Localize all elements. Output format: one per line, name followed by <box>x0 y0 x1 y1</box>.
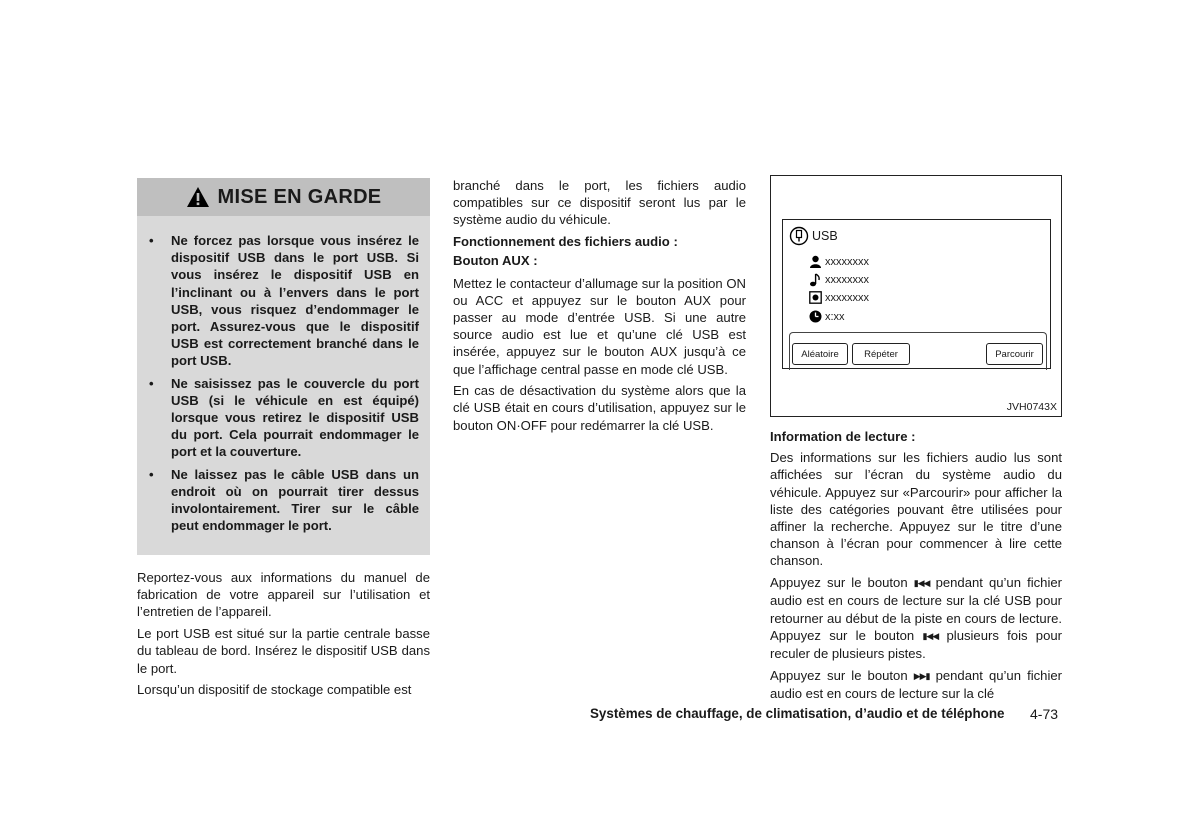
song-row[interactable] <box>809 273 869 287</box>
repeat-button[interactable]: Répéter <box>852 343 910 365</box>
paragraph: Le port USB est situé sur la partie centrale basse du tableau de bord. Insérez le dispositif USB dans le port. <box>137 626 430 676</box>
text-span: Appuyez sur le bouton <box>770 575 908 591</box>
paragraph: Mettez le contacteur d’allumage sur la position ON ou ACC et appuyez sur le bouton AUX pour passer au mode d’entrée USB. Si une autre source audio est lue et qu’une clé USB est insérée, appuyez sur le bouton AUX jusqu’à ce que l’affichage central passe en mode clé USB. <box>453 275 746 377</box>
usb-screen-figure <box>770 175 1062 417</box>
usb-icon <box>789 226 809 246</box>
column-1 <box>137 569 430 703</box>
text-span: pendant qu’un fichier audio est en cours de lecture sur la clé <box>770 667 1062 701</box>
source-label: USB <box>812 229 838 243</box>
bullet: • <box>149 466 154 482</box>
warning-box <box>137 178 430 555</box>
bullet: • <box>149 233 154 248</box>
song-label: xxxxxxxx <box>825 274 869 286</box>
time-label: x:xx <box>825 310 845 323</box>
display-screen <box>782 219 1051 369</box>
source-row <box>789 226 838 246</box>
warning-header <box>137 178 430 216</box>
artist-row[interactable] <box>809 255 869 268</box>
paragraph: Lorsqu’un dispositif de stockage compatible est <box>137 682 412 698</box>
next-track-icon: ▶▶▮ <box>913 670 930 681</box>
paragraph: Des informations sur les fichiers audio lus sont affichées sur l’écran du système audio du véhicule. Appuyez sur «Parcourir» pour afficher la liste des catégories pouvant être utilisées pour affiner la recherche. Appuyez sur le titre d’une chanson à l’écran pour commencer à lire cette chanson. <box>770 450 1062 569</box>
text-span: pendant qu’un fichier audio est en cours de lecture sur la clé USB pour retourner au début de la piste en cours de lecture. Appuyez sur le bouton <box>770 575 1062 643</box>
person-icon <box>809 255 822 268</box>
warning-item <box>149 232 419 370</box>
page-number: 4-73 <box>1030 706 1059 722</box>
section-heading: Fonctionnement des fichiers audio : <box>453 234 678 250</box>
album-row[interactable] <box>809 291 869 304</box>
column-2 <box>453 177 746 438</box>
music-note-icon <box>809 273 822 287</box>
browse-button[interactable]: Parcourir <box>986 343 1043 365</box>
bullet: • <box>149 375 154 391</box>
column-3 <box>770 428 1062 707</box>
previous-track-icon: ▮◀◀ <box>922 630 939 641</box>
paragraph: branché dans le port, les fichiers audio compatibles sur ce dispositif seront lus par le système audio du véhicule. <box>453 178 746 228</box>
warning-text: Ne saisissez pas le couvercle du port USB (si le véhicule en est équipé) lorsque vous retirez le dispositif USB du port. Cela pourrait endommager le port et la couverture. <box>171 375 419 460</box>
warning-text: Ne forcez pas lorsque vous insérez le dispositif USB dans le port USB. Si vous insérez le dispositif USB en l’inclinant ou à l’envers dans le port USB, vous risquez d’endommager le port. Assurez-vous que le dispositif USB est correctement branché dans le port USB. <box>171 233 419 369</box>
section-heading: Bouton AUX : <box>453 253 538 269</box>
paragraph <box>770 667 1062 702</box>
text-span: plusieurs fois pour reculer de plusieurs pistes. <box>770 627 1062 661</box>
album-label: xxxxxxxx <box>825 291 869 304</box>
paragraph: Reportez-vous aux informations du manuel de fabrication de votre appareil sur l’utilisation et l’entretien de l’appareil. <box>137 570 430 620</box>
previous-track-icon: ▮◀◀ <box>913 578 930 589</box>
artist-label: xxxxxxxx <box>825 255 869 268</box>
button-bar <box>789 332 1047 370</box>
footer-section-title: Systèmes de chauffage, de climatisation, d’audio et de téléphone <box>590 706 1005 721</box>
paragraph: En cas de désactivation du système alors que la clé USB était en cours d’utilisation, appuyez sur le bouton ON·OFF pour redémarrer la clé USB. <box>453 383 746 433</box>
warning-text: Ne laissez pas le câble USB dans un endroit où on pourrait tirer dessus involontairement. Tirer sur le câble peut endommager le port. <box>171 466 419 534</box>
album-icon <box>809 291 822 304</box>
paragraph <box>770 574 1062 662</box>
warning-title: MISE EN GARDE <box>217 185 382 208</box>
warning-triangle-icon <box>186 186 210 208</box>
time-row <box>809 310 845 323</box>
section-heading: Information de lecture : <box>770 429 916 444</box>
figure-code: JVH0743X <box>1006 401 1057 413</box>
warning-item <box>149 466 419 535</box>
warning-list <box>149 232 419 539</box>
warning-item <box>149 375 419 461</box>
shuffle-button[interactable]: Aléatoire <box>792 343 848 365</box>
clock-icon <box>809 310 822 323</box>
text-span: Appuyez sur le bouton <box>770 667 908 683</box>
